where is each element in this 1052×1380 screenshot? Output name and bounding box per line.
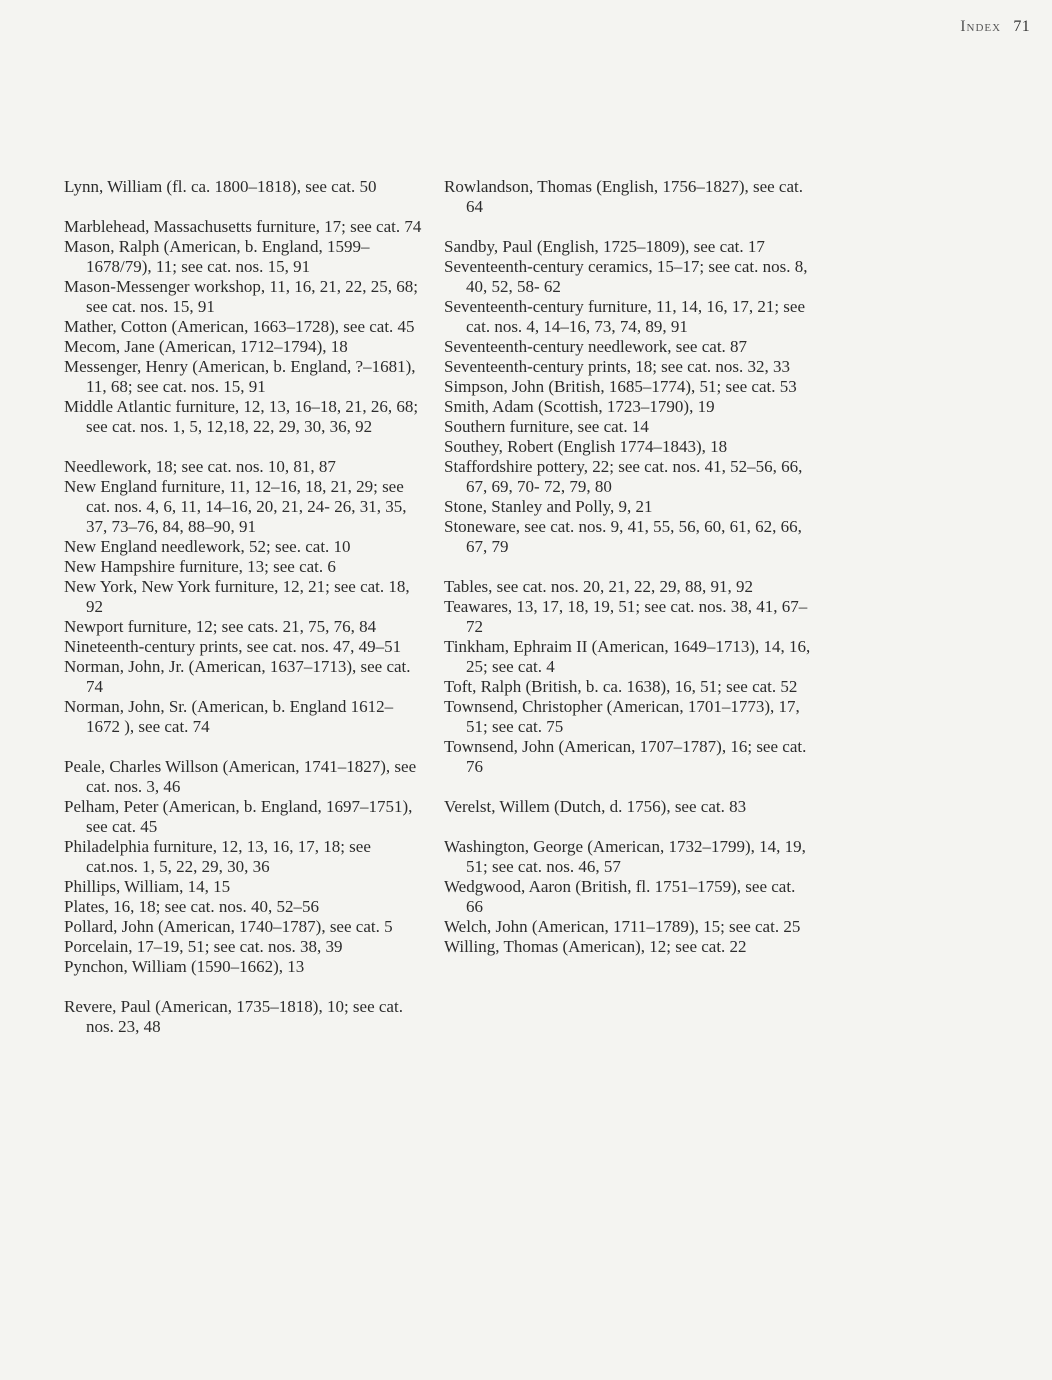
- index-entry: Nineteenth-century prints, see cat. nos. 47, 49–51: [64, 637, 402, 656]
- index-entry: Simpson, John (British, 1685–1774), 51; see cat. 53: [444, 377, 797, 396]
- index-letter-group: [64, 457, 424, 737]
- index-entry: New Hampshire furniture, 13; see cat. 6: [64, 557, 336, 576]
- index-entry: Welch, John (American, 1711–1789), 15; see cat. 25: [444, 917, 801, 936]
- index-entry: Wedgwood, Aaron (British, fl. 1751–1759), see cat. 66: [444, 877, 796, 916]
- index-letter-group: [64, 997, 424, 1037]
- index-entry: Smith, Adam (Scottish, 1723–1790), 19: [444, 397, 715, 416]
- index-entry: Revere, Paul (American, 1735–1818), 10; see cat. nos. 23, 48: [64, 997, 403, 1036]
- index-letter-group: [444, 237, 814, 557]
- index-letter-group: [444, 797, 814, 817]
- index-entry: Rowlandson, Thomas (English, 1756–1827), see cat. 64: [444, 177, 804, 216]
- index-entry: Middle Atlantic furniture, 12, 13, 16–18, 21, 26, 68; see cat. nos. 1, 5, 12,18, 22, 29, 30, 36, 92: [64, 397, 419, 436]
- index-entry: New England furniture, 11, 12–16, 18, 21, 29; see cat. nos. 4, 6, 11, 14–16, 20, 21, 24- 26, 31, 35, 37, 73–76, 84, 88–90, 91: [64, 477, 407, 536]
- index-entry: New England needlework, 52; see. cat. 10: [64, 537, 351, 556]
- index-entry: Stoneware, see cat. nos. 9, 41, 55, 56, 60, 61, 62, 66, 67, 79: [444, 517, 802, 556]
- index-entry: Marblehead, Massachusetts furniture, 17; see cat. 74: [64, 217, 422, 236]
- index-column-right: [444, 177, 814, 977]
- index-entry: Norman, John, Sr. (American, b. England 1612–1672 ), see cat. 74: [64, 697, 394, 736]
- index-entry: Tables, see cat. nos. 20, 21, 22, 29, 88, 91, 92: [444, 577, 754, 596]
- index-entry: Messenger, Henry (American, b. England, ?–1681), 11, 68; see cat. nos. 15, 91: [64, 357, 416, 396]
- index-entry: Pelham, Peter (American, b. England, 1697–1751), see cat. 45: [64, 797, 413, 836]
- index-entry: Norman, John, Jr. (American, 1637–1713), see cat. 74: [64, 657, 411, 696]
- index-entry: New York, New York furniture, 12, 21; see cat. 18, 92: [64, 577, 410, 616]
- index-entry: Porcelain, 17–19, 51; see cat. nos. 38, 39: [64, 937, 343, 956]
- index-entry: Pynchon, William (1590–1662), 13: [64, 957, 305, 976]
- index-letter-group: [64, 757, 424, 977]
- index-entry: Mather, Cotton (American, 1663–1728), see cat. 45: [64, 317, 415, 336]
- index-entry: Lynn, William (fl. ca. 1800–1818), see cat. 50: [64, 177, 377, 196]
- index-entry: Staffordshire pottery, 22; see cat. nos. 41, 52–56, 66, 67, 69, 70- 72, 79, 80: [444, 457, 803, 496]
- index-entry: Needlework, 18; see cat. nos. 10, 81, 87: [64, 457, 336, 476]
- index-entry: Seventeenth-century furniture, 11, 14, 16, 17, 21; see cat. nos. 4, 14–16, 73, 74, 89, 91: [444, 297, 805, 336]
- running-head: [960, 18, 1030, 36]
- index-entry: Townsend, John (American, 1707–1787), 16; see cat. 76: [444, 737, 807, 776]
- index-entry: Peale, Charles Willson (American, 1741–1827), see cat. nos. 3, 46: [64, 757, 417, 796]
- index-entry: Willing, Thomas (American), 12; see cat. 22: [444, 937, 747, 956]
- index-entry: Seventeenth-century prints, 18; see cat. nos. 32, 33: [444, 357, 791, 376]
- index-entry: Pollard, John (American, 1740–1787), see cat. 5: [64, 917, 393, 936]
- index-letter-group: [444, 837, 814, 957]
- index-entry: Stone, Stanley and Polly, 9, 21: [444, 497, 653, 516]
- index-entry: Plates, 16, 18; see cat. nos. 40, 52–56: [64, 897, 319, 916]
- index-letter-group: [64, 177, 424, 197]
- index-entry: Mason-Messenger workshop, 11, 16, 21, 22, 25, 68; see cat. nos. 15, 91: [64, 277, 418, 316]
- index-letter-group: [64, 217, 424, 437]
- index-entry: Tinkham, Ephraim II (American, 1649–1713), 14, 16, 25; see cat. 4: [444, 637, 811, 676]
- index-entry: Teawares, 13, 17, 18, 19, 51; see cat. nos. 38, 41, 67–72: [444, 597, 808, 636]
- page-number: 71: [1013, 18, 1030, 35]
- index-entry: Seventeenth-century ceramics, 15–17; see cat. nos. 8, 40, 52, 58- 62: [444, 257, 808, 296]
- index-entry: Verelst, Willem (Dutch, d. 1756), see cat. 83: [444, 797, 747, 816]
- index-entry: Townsend, Christopher (American, 1701–1773), 17, 51; see cat. 75: [444, 697, 800, 736]
- index-entry: Seventeenth-century needlework, see cat. 87: [444, 337, 748, 356]
- index-entry: Philadelphia furniture, 12, 13, 16, 17, 18; see cat.nos. 1, 5, 22, 29, 30, 36: [64, 837, 371, 876]
- index-column-left: [64, 177, 424, 1057]
- index-entry: Southern furniture, see cat. 14: [444, 417, 649, 436]
- index-letter-group: [444, 577, 814, 777]
- index-entry: Southey, Robert (English 1774–1843), 18: [444, 437, 728, 456]
- index-entry: Mason, Ralph (American, b. England, 1599–1678/79), 11; see cat. nos. 15, 91: [64, 237, 370, 276]
- index-entry: Toft, Ralph (British, b. ca. 1638), 16, 51; see cat. 52: [444, 677, 798, 696]
- index-entry: Sandby, Paul (English, 1725–1809), see cat. 17: [444, 237, 765, 256]
- index-entry: Mecom, Jane (American, 1712–1794), 18: [64, 337, 348, 356]
- index-letter-group: [444, 177, 814, 217]
- section-title: Index: [960, 18, 1002, 35]
- index-entry: Newport furniture, 12; see cats. 21, 75, 76, 84: [64, 617, 377, 636]
- index-entry: Washington, George (American, 1732–1799), 14, 19, 51; see cat. nos. 46, 57: [444, 837, 806, 876]
- index-entry: Phillips, William, 14, 15: [64, 877, 231, 896]
